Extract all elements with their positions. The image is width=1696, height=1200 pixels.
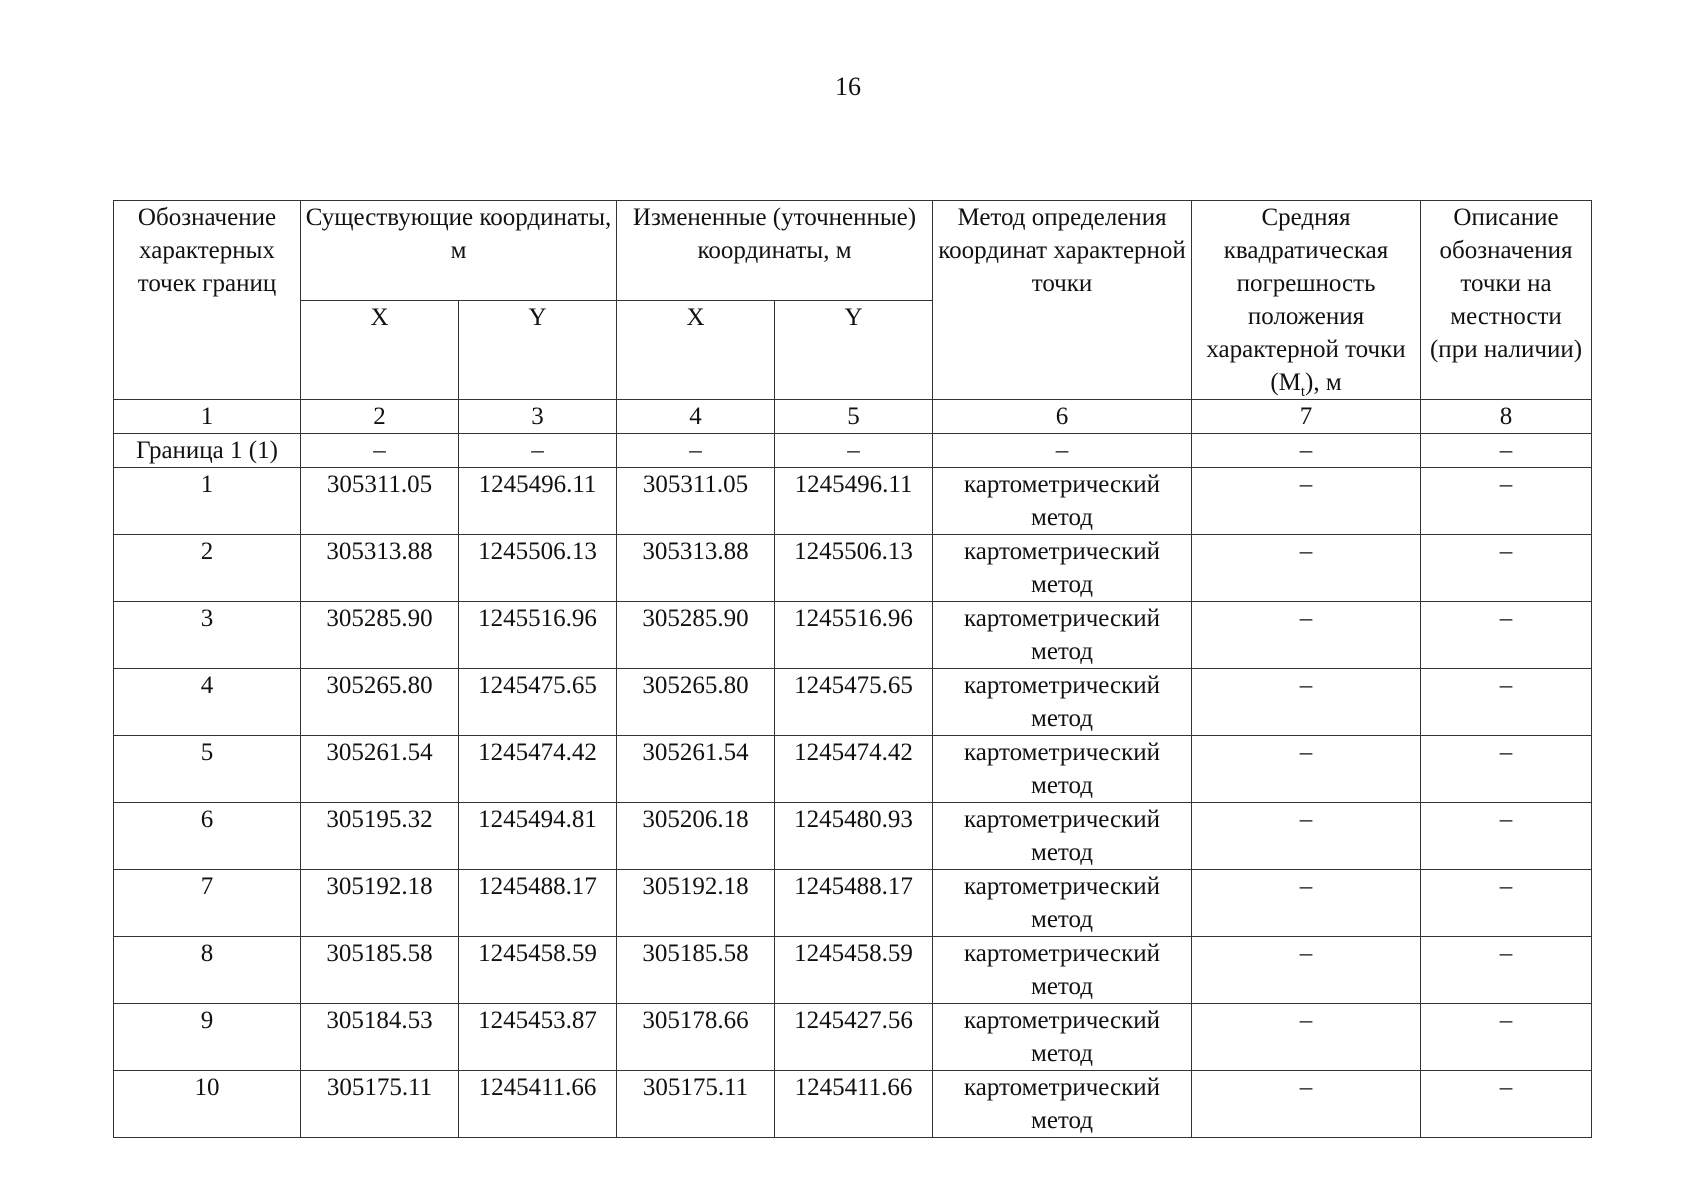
- y-existing-cell: 1245474.42: [459, 736, 617, 803]
- method-cell: картометрический метод: [933, 870, 1192, 937]
- point-cell: 2: [114, 535, 301, 602]
- column-number: 3: [459, 400, 617, 434]
- column-number: 6: [933, 400, 1192, 434]
- x-changed-cell: 305265.80: [617, 669, 775, 736]
- point-cell: 4: [114, 669, 301, 736]
- method-cell: картометрический метод: [933, 1071, 1192, 1138]
- y-changed-cell: 1245411.66: [775, 1071, 933, 1138]
- error-cell: –: [1192, 736, 1421, 803]
- table-row: [114, 1004, 1592, 1071]
- table-row: [114, 803, 1592, 870]
- y-existing-cell: 1245458.59: [459, 937, 617, 1004]
- method-cell: картометрический метод: [933, 602, 1192, 669]
- description-cell: –: [1421, 1071, 1592, 1138]
- point-cell: 9: [114, 1004, 301, 1071]
- x-existing-cell: 305184.53: [301, 1004, 459, 1071]
- method-cell: картометрический метод: [933, 803, 1192, 870]
- border-cell: –: [1192, 434, 1421, 468]
- header-existing-coords: Существующие координаты, м: [301, 201, 617, 301]
- error-cell: –: [1192, 803, 1421, 870]
- border-cell: –: [1421, 434, 1592, 468]
- error-cell: –: [1192, 669, 1421, 736]
- table-row: [114, 1071, 1592, 1138]
- column-number: 4: [617, 400, 775, 434]
- border-cell: –: [933, 434, 1192, 468]
- y-existing-cell: 1245475.65: [459, 669, 617, 736]
- border-cell: –: [617, 434, 775, 468]
- x-existing-cell: 305175.11: [301, 1071, 459, 1138]
- y-existing-cell: 1245496.11: [459, 468, 617, 535]
- table-row: [114, 937, 1592, 1004]
- error-cell: –: [1192, 602, 1421, 669]
- y-existing-cell: 1245506.13: [459, 535, 617, 602]
- y-changed-cell: 1245480.93: [775, 803, 933, 870]
- y-existing-cell: 1245516.96: [459, 602, 617, 669]
- error-cell: –: [1192, 535, 1421, 602]
- x-existing-cell: 305195.32: [301, 803, 459, 870]
- header-x-changed: X: [617, 300, 775, 400]
- table-header: [114, 201, 1592, 400]
- description-cell: –: [1421, 602, 1592, 669]
- y-changed-cell: 1245458.59: [775, 937, 933, 1004]
- point-cell: 7: [114, 870, 301, 937]
- x-changed-cell: 305192.18: [617, 870, 775, 937]
- border-label: Граница 1 (1): [114, 434, 301, 468]
- y-changed-cell: 1245506.13: [775, 535, 933, 602]
- method-cell: картометрический метод: [933, 468, 1192, 535]
- description-cell: –: [1421, 468, 1592, 535]
- y-existing-cell: 1245411.66: [459, 1071, 617, 1138]
- error-cell: –: [1192, 468, 1421, 535]
- header-rms-error-suffix: ), м: [1305, 369, 1342, 396]
- header-method: Метод определения координат характерной точки: [933, 201, 1192, 400]
- description-cell: –: [1421, 803, 1592, 870]
- y-changed-cell: 1245496.11: [775, 468, 933, 535]
- coordinates-table: [113, 200, 1592, 1138]
- x-changed-cell: 305313.88: [617, 535, 775, 602]
- x-changed-cell: 305185.58: [617, 937, 775, 1004]
- method-cell: картометрический метод: [933, 937, 1192, 1004]
- table-row: [114, 870, 1592, 937]
- border-cell: –: [459, 434, 617, 468]
- table-row: [114, 602, 1592, 669]
- error-cell: –: [1192, 1071, 1421, 1138]
- error-cell: –: [1192, 870, 1421, 937]
- border-cell: –: [775, 434, 933, 468]
- x-existing-cell: 305265.80: [301, 669, 459, 736]
- column-number: 5: [775, 400, 933, 434]
- x-existing-cell: 305311.05: [301, 468, 459, 535]
- method-cell: картометрический метод: [933, 535, 1192, 602]
- y-changed-cell: 1245427.56: [775, 1004, 933, 1071]
- header-rms-error: [1192, 201, 1421, 400]
- point-cell: 8: [114, 937, 301, 1004]
- method-cell: картометрический метод: [933, 736, 1192, 803]
- header-y-changed: Y: [775, 300, 933, 400]
- y-changed-cell: 1245488.17: [775, 870, 933, 937]
- column-number: 7: [1192, 400, 1421, 434]
- description-cell: –: [1421, 669, 1592, 736]
- x-changed-cell: 305285.90: [617, 602, 775, 669]
- point-cell: 3: [114, 602, 301, 669]
- x-existing-cell: 305185.58: [301, 937, 459, 1004]
- table-body: [114, 400, 1592, 1138]
- border-row: [114, 434, 1592, 468]
- x-existing-cell: 305285.90: [301, 602, 459, 669]
- header-x-existing: X: [301, 300, 459, 400]
- y-existing-cell: 1245453.87: [459, 1004, 617, 1071]
- point-cell: 5: [114, 736, 301, 803]
- error-cell: –: [1192, 1004, 1421, 1071]
- header-rms-error-prefix: Средняя квадратическая погрешность положения характерной точки (M: [1206, 204, 1406, 396]
- x-changed-cell: 305175.11: [617, 1071, 775, 1138]
- header-point-designation: Обозначение характерных точек границ: [114, 201, 301, 400]
- x-existing-cell: 305192.18: [301, 870, 459, 937]
- header-description: Описание обозначения точки на местности (при наличии): [1421, 201, 1592, 400]
- header-rms-error-sub: t: [1300, 384, 1306, 400]
- table-row: [114, 535, 1592, 602]
- column-number: 2: [301, 400, 459, 434]
- page-number: 16: [835, 72, 861, 101]
- table-row: [114, 468, 1592, 535]
- table-row: [114, 736, 1592, 803]
- column-number-row: [114, 400, 1592, 434]
- x-changed-cell: 305178.66: [617, 1004, 775, 1071]
- description-cell: –: [1421, 535, 1592, 602]
- x-existing-cell: 305313.88: [301, 535, 459, 602]
- header-changed-coords: Измененные (уточненные) координаты, м: [617, 201, 933, 301]
- y-existing-cell: 1245494.81: [459, 803, 617, 870]
- y-changed-cell: 1245516.96: [775, 602, 933, 669]
- description-cell: –: [1421, 1004, 1592, 1071]
- table-row: [114, 669, 1592, 736]
- column-number: 1: [114, 400, 301, 434]
- method-cell: картометрический метод: [933, 1004, 1192, 1071]
- y-changed-cell: 1245475.65: [775, 669, 933, 736]
- point-cell: 6: [114, 803, 301, 870]
- method-cell: картометрический метод: [933, 669, 1192, 736]
- x-changed-cell: 305206.18: [617, 803, 775, 870]
- x-existing-cell: 305261.54: [301, 736, 459, 803]
- x-changed-cell: 305261.54: [617, 736, 775, 803]
- border-cell: –: [301, 434, 459, 468]
- point-cell: 1: [114, 468, 301, 535]
- y-changed-cell: 1245474.42: [775, 736, 933, 803]
- description-cell: –: [1421, 736, 1592, 803]
- x-changed-cell: 305311.05: [617, 468, 775, 535]
- description-cell: –: [1421, 870, 1592, 937]
- y-existing-cell: 1245488.17: [459, 870, 617, 937]
- header-y-existing: Y: [459, 300, 617, 400]
- description-cell: –: [1421, 937, 1592, 1004]
- error-cell: –: [1192, 937, 1421, 1004]
- point-cell: 10: [114, 1071, 301, 1138]
- column-number: 8: [1421, 400, 1592, 434]
